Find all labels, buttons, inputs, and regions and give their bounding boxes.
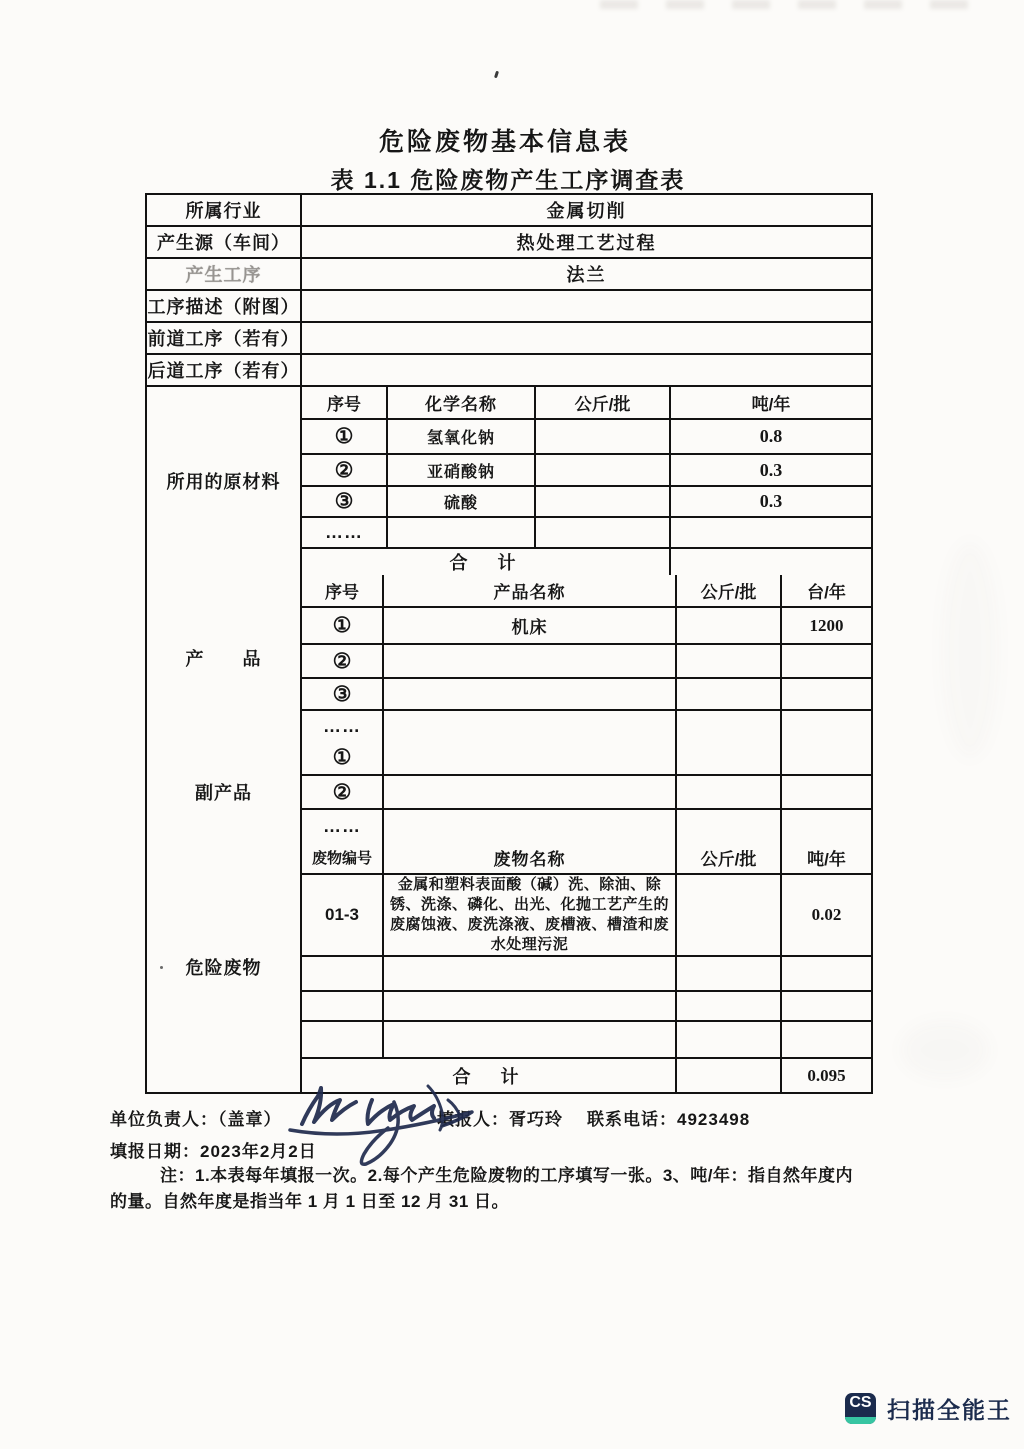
product-name	[384, 679, 677, 709]
material-no: ②	[302, 455, 388, 485]
table-row-previous-process	[147, 323, 871, 355]
byproduct-row	[302, 776, 871, 810]
col-header: 台/年	[807, 583, 846, 602]
material-kg-per-batch	[536, 487, 671, 516]
material-name: 亚硝酸钠	[388, 455, 536, 485]
table-row-next-process	[147, 355, 871, 387]
col-header: 化学名称	[388, 387, 536, 418]
product-no: ③	[302, 679, 384, 709]
waste-kg-per-batch	[677, 992, 782, 1020]
product-units-per-year	[782, 679, 871, 709]
col-header: 废物名称	[384, 842, 677, 873]
col-header: 序号	[302, 575, 384, 606]
product-kg-per-batch	[677, 711, 782, 741]
byproduct-no: ②	[302, 776, 384, 808]
waste-name: 金属和塑料表面酸（碱）洗、除油、除锈、洗涤、磷化、出光、化抛工艺产生的废腐蚀液、废洗涤液、废槽液、槽渣和废水处理污泥	[384, 875, 677, 955]
responsible-person-label: 单位负责人：（盖章）	[110, 1110, 282, 1129]
row-label: 后道工序（若有）	[147, 355, 302, 385]
camscanner-watermark	[845, 1392, 1012, 1425]
handwritten-signature	[276, 1070, 490, 1174]
camscanner-icon-strip	[845, 1417, 876, 1424]
col-header: 公斤/批	[536, 387, 671, 418]
product-no: ②	[302, 645, 384, 677]
row-value	[302, 323, 871, 353]
waste-row	[302, 992, 871, 1022]
material-name: 硫酸	[388, 487, 536, 516]
report-date: 填报日期：2023年2月2日	[110, 1142, 317, 1161]
byproduct-kg-per-batch	[677, 741, 782, 774]
product-units-per-year	[782, 711, 871, 741]
product-no: ……	[302, 711, 384, 741]
scan-bleed-artifact	[940, 540, 1000, 760]
product-kg-per-batch	[677, 679, 782, 709]
waste-tons-per-year: 0.02	[811, 905, 842, 924]
col-header: 序号	[302, 387, 388, 418]
product-row	[302, 711, 871, 741]
col-header: 废物编号	[302, 842, 384, 873]
contact-phone: 联系电话：4923498	[587, 1110, 751, 1129]
waste-name	[384, 1022, 677, 1057]
material-name: 氢氧化钠	[388, 420, 536, 453]
ink-speck	[494, 71, 499, 79]
byproduct-kg-per-batch	[677, 776, 782, 808]
materials-total-value	[671, 549, 871, 575]
product-no: ①	[302, 608, 384, 643]
scan-bleed-artifact	[600, 0, 970, 9]
byproduct-name	[384, 776, 677, 808]
byproduct-row	[302, 741, 871, 776]
waste-tons-per-year	[782, 992, 871, 1020]
col-header: 公斤/批	[677, 575, 782, 606]
waste-header-row	[302, 842, 871, 875]
waste-code: 01-3	[302, 875, 384, 955]
section-label: 所用的原材料	[147, 387, 302, 575]
material-row	[302, 455, 871, 487]
material-tons-per-year: 0.3	[759, 491, 783, 511]
material-kg-per-batch	[536, 420, 671, 453]
product-kg-per-batch	[677, 608, 782, 643]
product-kg-per-batch	[677, 645, 782, 677]
material-tons-per-year: 0.8	[759, 426, 783, 446]
section-products	[147, 575, 871, 741]
waste-total-kg	[677, 1059, 782, 1092]
material-kg-per-batch	[536, 518, 671, 547]
material-no: ③	[302, 487, 388, 516]
document-subtitle: 表 1.1 危险废物产生工序调查表	[330, 167, 686, 193]
table-row-process-desc	[147, 291, 871, 323]
row-label: 产生源（车间）	[147, 227, 302, 257]
camscanner-logo-icon	[845, 1393, 876, 1424]
material-row	[302, 518, 871, 549]
products-header-row	[302, 575, 871, 608]
product-name	[384, 711, 677, 741]
waste-code	[302, 1022, 384, 1057]
product-name	[384, 645, 677, 677]
col-header: 吨/年	[807, 850, 846, 869]
section-byproducts	[147, 741, 871, 842]
waste-kg-per-batch	[677, 957, 782, 990]
waste-name	[384, 992, 677, 1020]
product-row	[302, 645, 871, 679]
byproduct-row	[302, 810, 871, 842]
material-no: ①	[302, 420, 388, 453]
survey-table	[145, 193, 873, 1094]
byproduct-units-per-year	[782, 810, 871, 842]
material-row	[302, 487, 871, 518]
row-value: 法兰	[566, 265, 607, 285]
table-row-source	[147, 227, 871, 259]
form-notes	[110, 1163, 902, 1215]
waste-code	[302, 992, 384, 1020]
camscanner-icon-text: CS	[849, 1394, 872, 1411]
waste-kg-per-batch	[677, 1022, 782, 1057]
camscanner-app-name: 扫描全能王	[887, 1397, 1012, 1423]
row-value	[302, 355, 871, 385]
waste-kg-per-batch	[677, 875, 782, 955]
section-label: 危险废物	[147, 842, 302, 1092]
product-row	[302, 679, 871, 711]
byproduct-name	[384, 741, 677, 774]
table-row-industry	[147, 195, 871, 227]
byproduct-kg-per-batch	[677, 810, 782, 842]
material-kg-per-batch	[536, 455, 671, 485]
waste-tons-per-year	[782, 957, 871, 990]
section-raw-materials	[147, 387, 871, 575]
filler-name: 填报人：胥巧玲	[437, 1110, 563, 1129]
col-header: 吨/年	[751, 395, 791, 414]
product-units-per-year: 1200	[809, 615, 844, 635]
material-tons-per-year	[671, 518, 871, 547]
section-label: 副产品	[147, 741, 302, 842]
byproduct-units-per-year	[782, 741, 871, 774]
material-name	[388, 518, 536, 547]
col-header: 公斤/批	[677, 842, 782, 873]
col-header: 产品名称	[384, 575, 677, 606]
material-no: ……	[302, 518, 388, 547]
materials-header-row	[302, 387, 871, 420]
waste-name	[384, 957, 677, 990]
byproduct-no: ①	[302, 741, 384, 774]
waste-row	[302, 1022, 871, 1059]
row-value	[302, 291, 871, 321]
materials-total-row	[302, 549, 871, 575]
row-label: 产生工序	[147, 259, 302, 289]
byproduct-name	[384, 810, 677, 842]
waste-total-label: 合 计	[302, 1059, 677, 1092]
product-name: 机床	[384, 608, 677, 643]
row-label: 所属行业	[147, 195, 302, 225]
row-label: 工序描述（附图）	[147, 291, 302, 321]
waste-code	[302, 957, 384, 990]
materials-total-label: 合 计	[302, 549, 671, 575]
byproduct-units-per-year	[782, 776, 871, 808]
waste-row	[302, 875, 871, 957]
row-label: 前道工序（若有）	[147, 323, 302, 353]
material-tons-per-year: 0.3	[759, 459, 783, 480]
row-value: 热处理工艺过程	[516, 233, 657, 253]
material-row	[302, 420, 871, 455]
section-label: 产 品	[147, 575, 302, 741]
note-line: 的量。自然年度是指当年 1 月 1 日至 12 月 31 日。	[110, 1192, 510, 1211]
product-units-per-year	[782, 645, 871, 677]
table-row-process	[147, 259, 871, 291]
note-line: 注：1.本表每年填报一次。2.每个产生危险废物的工序填写一张。3、吨/年：指自然年度内	[160, 1166, 854, 1185]
document-title: 危险废物基本信息表	[378, 128, 631, 156]
section-hazardous-waste	[147, 842, 871, 1092]
byproduct-no: ……	[302, 810, 384, 842]
waste-tons-per-year	[782, 1022, 871, 1057]
row-value: 金属切削	[546, 201, 627, 221]
waste-row	[302, 957, 871, 992]
product-row	[302, 608, 871, 645]
scan-bleed-artifact	[900, 1020, 990, 1080]
waste-total-value: 0.095	[807, 1065, 846, 1085]
